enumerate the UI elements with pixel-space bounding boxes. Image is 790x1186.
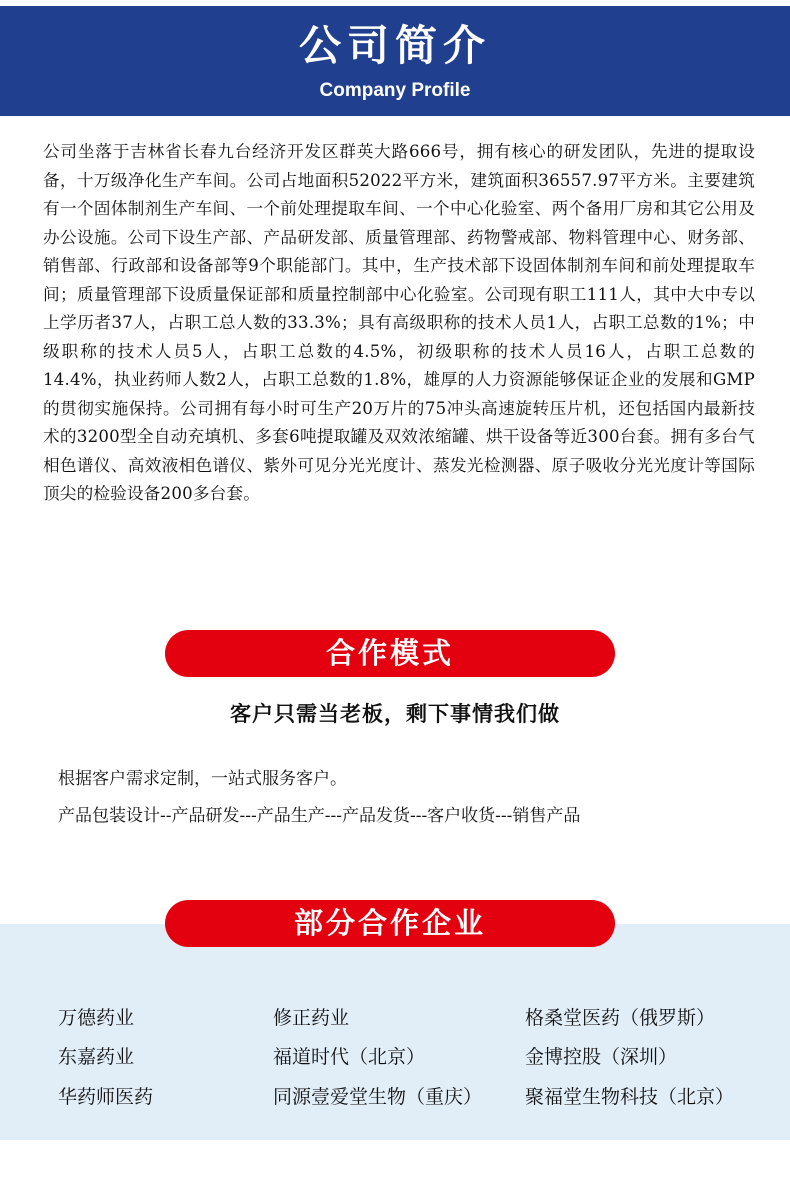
partner-item: 东嘉药业: [58, 1046, 135, 1068]
company-intro-paragraph: 公司坐落于吉林省长春九台经济开发区群英大路666号，拥有核心的研发团队，先进的提取设备，十万级净化生产车间。公司占地面积52022平方米，建筑面积36557.97平方米。主要建筑有一个固体制剂生产车间、一个前处理提取车间、一个中心化验室、两个备用厂房和其它公用及办公设施。公司下设生产部、产品研发部、质量管理部、药物警戒部、物料管理中心、财务部、销售部、行政部和设备部等9个职能部门。其中，生产技术部下设固体制剂车间和前处理提取车间；质量管理部下设质量保证部和质量控制部中心化验室。公司现有职工111人，其中大中专以上学历者37人，占职工总人数的33.3%；具有高级职称的技术人员1人，占职工总数的1%；中级职称的技术人员5人，占职工总数的4.5%，初级职称的技术人员16人，占职工总数的14.4%，执业药师人数2人，占职工总数的1.8%，雄厚的人力资源能够保证企业的发展和GMP的贯彻实施保持。公司拥有每小时可生产20万片的75冲头高速旋转压片机，还包括国内最新技术的3200型全自动充填机、多套6吨提取罐及双效浓缩罐、烘干设备等近300台套。拥有多台气相色谱仪、高效液相色谱仪、紫外可见分光光度计、蒸发光检测器、原子吸收分光光度计等国际顶尖的检验设备200多台套。: [43, 142, 755, 503]
cooperation-section-title: 合作模式: [165, 630, 615, 677]
cooperation-line-1: 根据客户需求定制，一站式服务客户。: [58, 769, 347, 789]
partner-item: 福道时代（北京）: [273, 1046, 426, 1068]
partner-item: 万德药业: [58, 1007, 135, 1029]
header-banner: [0, 6, 790, 116]
page-title: 公司简介: [298, 21, 491, 70]
partner-item: 聚福堂生物科技（北京）: [525, 1086, 735, 1108]
cooperation-process-line: 产品包装设计--产品研发---产品生产---产品发货---客户收货---销售产品: [58, 806, 581, 826]
partner-item: 格桑堂医药（俄罗斯）: [525, 1007, 716, 1029]
partner-item: 华药师医药: [58, 1086, 154, 1108]
partner-item: 同源壹爱堂生物（重庆）: [273, 1086, 483, 1108]
cooperation-slogan: 客户只需当老板，剩下事情我们做: [230, 702, 560, 726]
page-subtitle: Company Profile: [319, 80, 471, 101]
partner-item: 金博控股（深圳）: [525, 1046, 678, 1068]
partner-item: 修正药业: [273, 1007, 350, 1029]
partners-section-title: 部分合作企业: [165, 900, 615, 947]
